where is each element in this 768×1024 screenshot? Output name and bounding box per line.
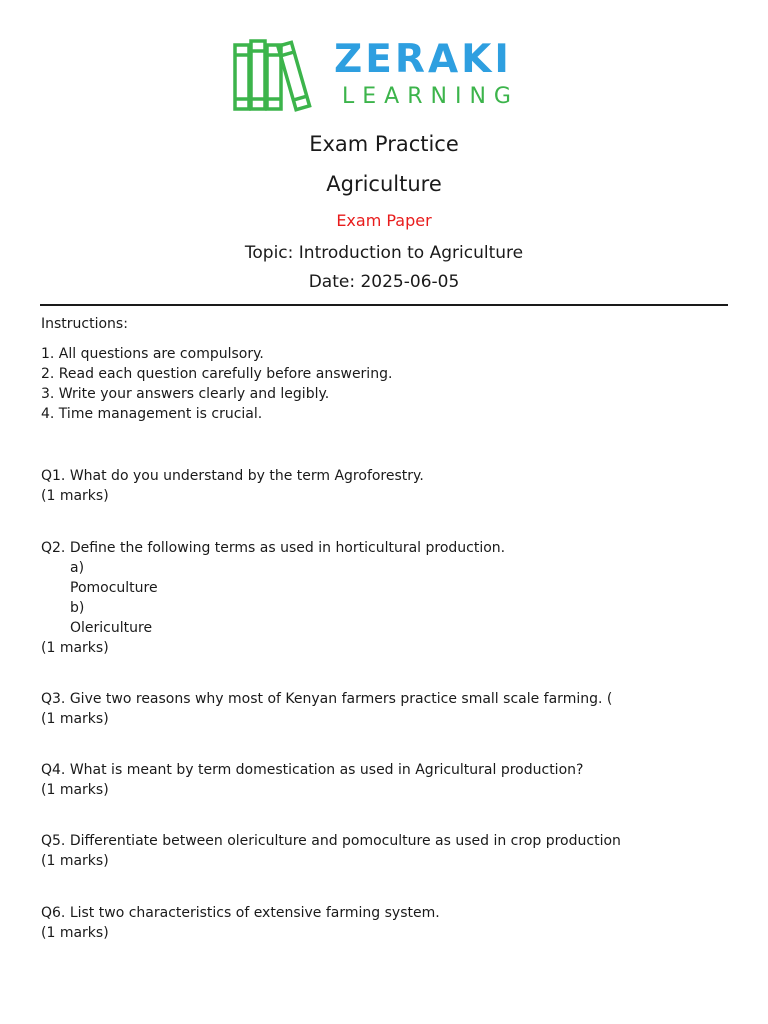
question-text: Q5. Differentiate between olericulture and pomoculture as used in crop production	[41, 833, 621, 849]
question-4	[41, 760, 731, 800]
question-text: Q6. List two characteristics of extensive farming system.	[41, 905, 440, 921]
exam-date: Date: 2025-06-05	[308, 272, 460, 292]
question-part: a)	[70, 560, 85, 576]
question-text: Q2. Define the following terms as used in horticultural production.	[41, 540, 506, 556]
exam-subject: Agriculture	[326, 172, 442, 196]
header-divider	[40, 304, 728, 306]
instruction-item: 4. Time management is crucial.	[41, 406, 263, 422]
question-marks: (1 marks)	[41, 711, 109, 727]
question-1	[41, 466, 731, 506]
exam-topic: Topic: Introduction to Agriculture	[244, 243, 524, 263]
paper-type: Exam Paper	[336, 211, 432, 230]
brand-name-top: ZERAKI	[334, 37, 512, 82]
instructions-list	[41, 344, 731, 424]
instruction-item: 2. Read each question carefully before answering.	[41, 366, 393, 382]
zeraki-logo	[232, 37, 542, 115]
exam-title: Exam Practice	[309, 132, 459, 156]
question-marks: (1 marks)	[41, 782, 109, 798]
question-6	[41, 903, 731, 943]
question-3	[41, 689, 731, 729]
instructions-heading: Instructions:	[41, 316, 128, 332]
question-text: Q1. What do you understand by the term Agroforestry.	[41, 468, 424, 484]
question-part: Pomoculture	[70, 580, 158, 596]
instruction-item: 1. All questions are compulsory.	[41, 346, 264, 362]
question-part: b)	[70, 600, 85, 616]
question-marks: (1 marks)	[41, 853, 109, 869]
brand-name-bottom: LEARNING	[342, 84, 519, 109]
question-marks: (1 marks)	[41, 640, 109, 656]
question-part: Olericulture	[70, 620, 153, 636]
instruction-item: 3. Write your answers clearly and legibly.	[41, 386, 330, 402]
question-marks: (1 marks)	[41, 488, 109, 504]
question-text: Q3. Give two reasons why most of Kenyan farmers practice small scale farming. (	[41, 691, 613, 707]
question-text: Q4. What is meant by term domestication as used in Agricultural production?	[41, 762, 584, 778]
question-5	[41, 831, 731, 871]
books-icon	[232, 37, 322, 115]
question-marks: (1 marks)	[41, 925, 109, 941]
question-2	[41, 538, 731, 658]
